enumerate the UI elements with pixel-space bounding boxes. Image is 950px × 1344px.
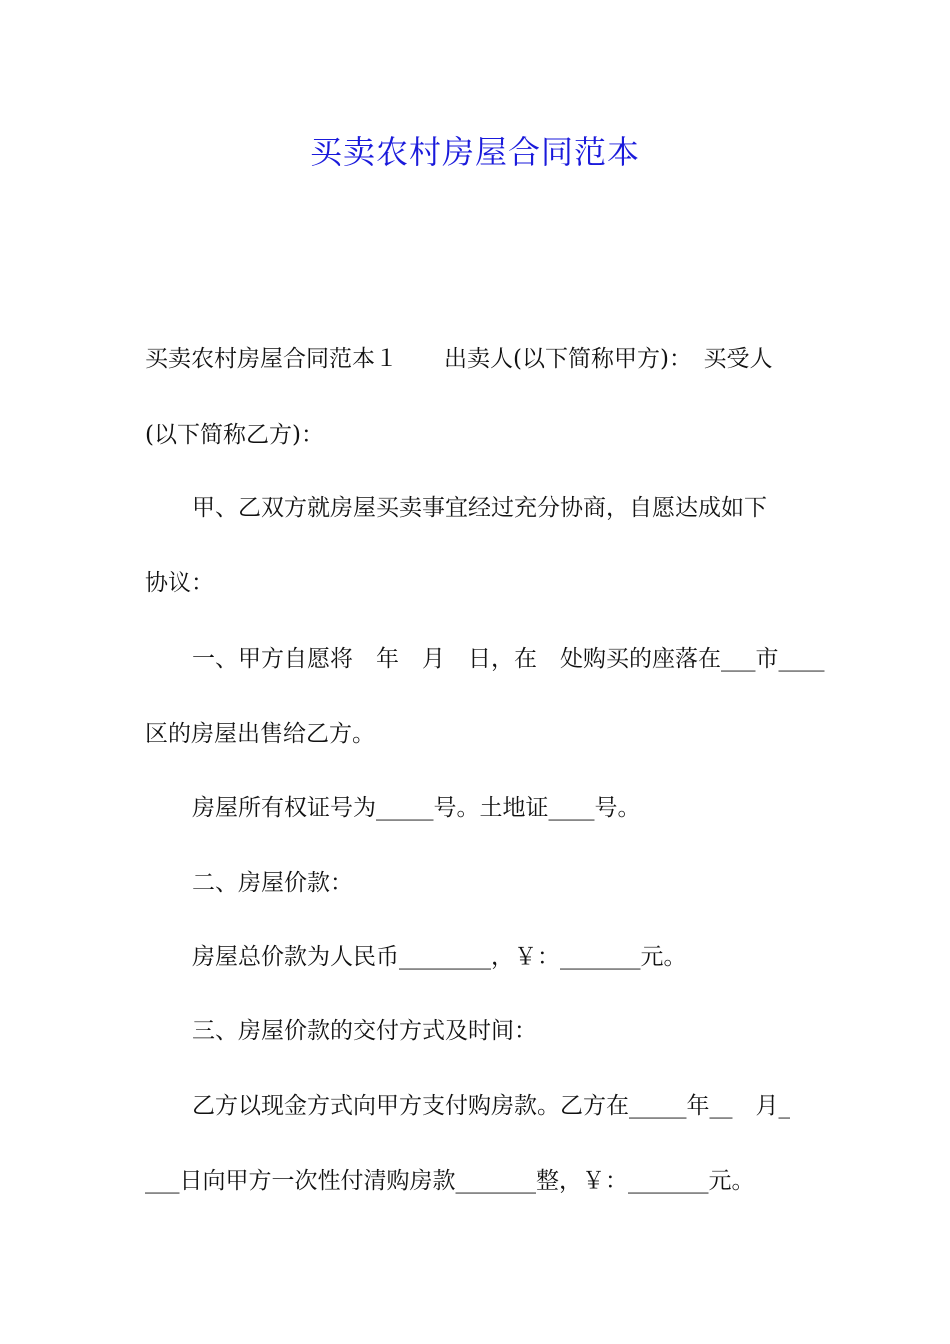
document-title: 买卖农村房屋合同范本 bbox=[309, 133, 640, 171]
paragraph-line-7: 房屋所有权证号为_____号。土地证____号。 bbox=[192, 795, 641, 821]
paragraph-line-2: (以下简称乙方)： bbox=[145, 422, 324, 448]
paragraph-line-6: 区的房屋出售给乙方。 bbox=[145, 721, 375, 747]
paragraph-line-12: ___日向甲方一次性付清购房款_______整，￥：_______元。 bbox=[145, 1168, 755, 1194]
paragraph-line-3: 甲、乙双方就房屋买卖事宜经过充分协商，自愿达成如下 bbox=[192, 495, 767, 521]
paragraph-line-4: 协议： bbox=[145, 570, 214, 596]
paragraph-line-9: 房屋总价款为人民币________，￥：_______元。 bbox=[192, 944, 687, 970]
paragraph-line-1: 买卖农村房屋合同范本１ 出卖人(以下简称甲方)： 买受人 bbox=[145, 346, 773, 372]
paragraph-line-11: 乙方以现金方式向甲方支付购房款。乙方在_____年__ 月_ bbox=[192, 1093, 790, 1119]
section-heading-payment: 三、房屋价款的交付方式及时间： bbox=[192, 1018, 537, 1044]
paragraph-line-5: 一、甲方自愿将 年 月 日，在 处购买的座落在___市____ bbox=[192, 646, 825, 672]
section-heading-price: 二、房屋价款： bbox=[192, 870, 353, 896]
